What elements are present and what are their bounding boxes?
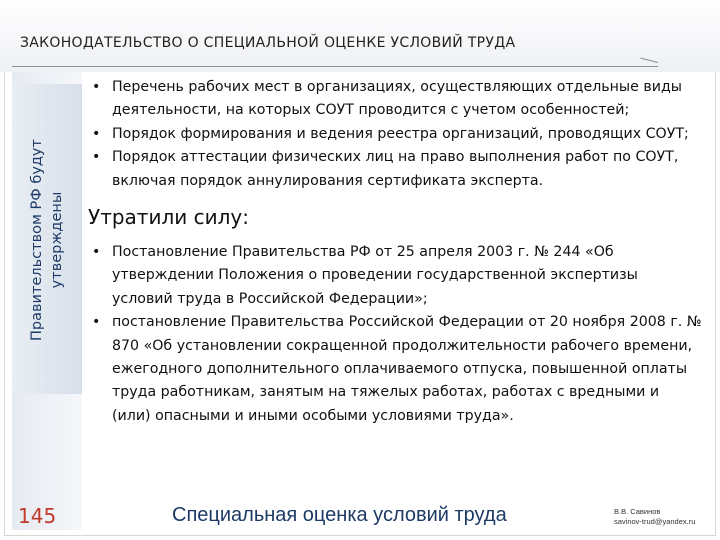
- bullet: •: [92, 244, 101, 261]
- list-item-text: Порядок формирования и ведения реестра организаций, проводящих СОУТ;: [112, 125, 689, 142]
- vertical-label-line-1: Правительством РФ будут: [29, 139, 45, 341]
- list-item: [88, 76, 702, 123]
- list-item-text: Перечень рабочих мест в организациях, осуществляющих отдельные виды деятельности, на которых СОУТ проводится с учетом особенностей;: [112, 79, 682, 119]
- list-item: [88, 123, 702, 146]
- bullet: •: [92, 149, 101, 166]
- repealed-list: [88, 241, 702, 428]
- slide-title: ЗАКОНОДАТЕЛЬСТВО О СПЕЦИАЛЬНОЙ ОЦЕНКЕ УСЛОВИЙ ТРУДА: [20, 35, 516, 51]
- author-name: В.В. Савинов: [614, 507, 661, 516]
- bullet: •: [92, 314, 101, 331]
- vertical-label-text: [27, 110, 67, 370]
- list-item-text: постановление Правительства Российской Федерации от 20 ноября 2008 г. № 870 «Об установлении сокращенной продолжительности рабочего времени, ежегодного дополнительного оплачиваемого отпуска, повышенной оплаты труда работникам, занятым на тяжелых работах, работах с вредными и (или) опасными и иными особыми условиями труда».: [112, 314, 702, 424]
- author-email: savinov-trud@yandex.ru: [614, 517, 696, 526]
- slide-content: [88, 76, 702, 428]
- bullet: •: [92, 125, 101, 142]
- page-number: 145: [18, 504, 57, 528]
- list-item-text: Постановление Правительства РФ от 25 апреля 2003 г. № 244 «Об утверждении Положения о проведении государственной экспертизы условий труда в Российской Федерации»;: [112, 244, 638, 307]
- list-item: [88, 311, 702, 428]
- vertical-label-line-2: утверждены: [49, 191, 65, 289]
- list-item: [88, 241, 702, 311]
- repealed-heading: Утратили силу:: [88, 205, 249, 230]
- footer-title: Специальная оценка условий труда: [172, 504, 507, 526]
- approved-list: [88, 76, 702, 193]
- list-item-text: Порядок аттестации физических лиц на право выполнения работ по СОУТ, включая порядок аннулирования сертификата эксперта.: [112, 149, 679, 189]
- footer-author: [614, 507, 695, 527]
- bullet: •: [92, 79, 101, 95]
- header-divider: [12, 66, 658, 67]
- list-item: [88, 146, 702, 193]
